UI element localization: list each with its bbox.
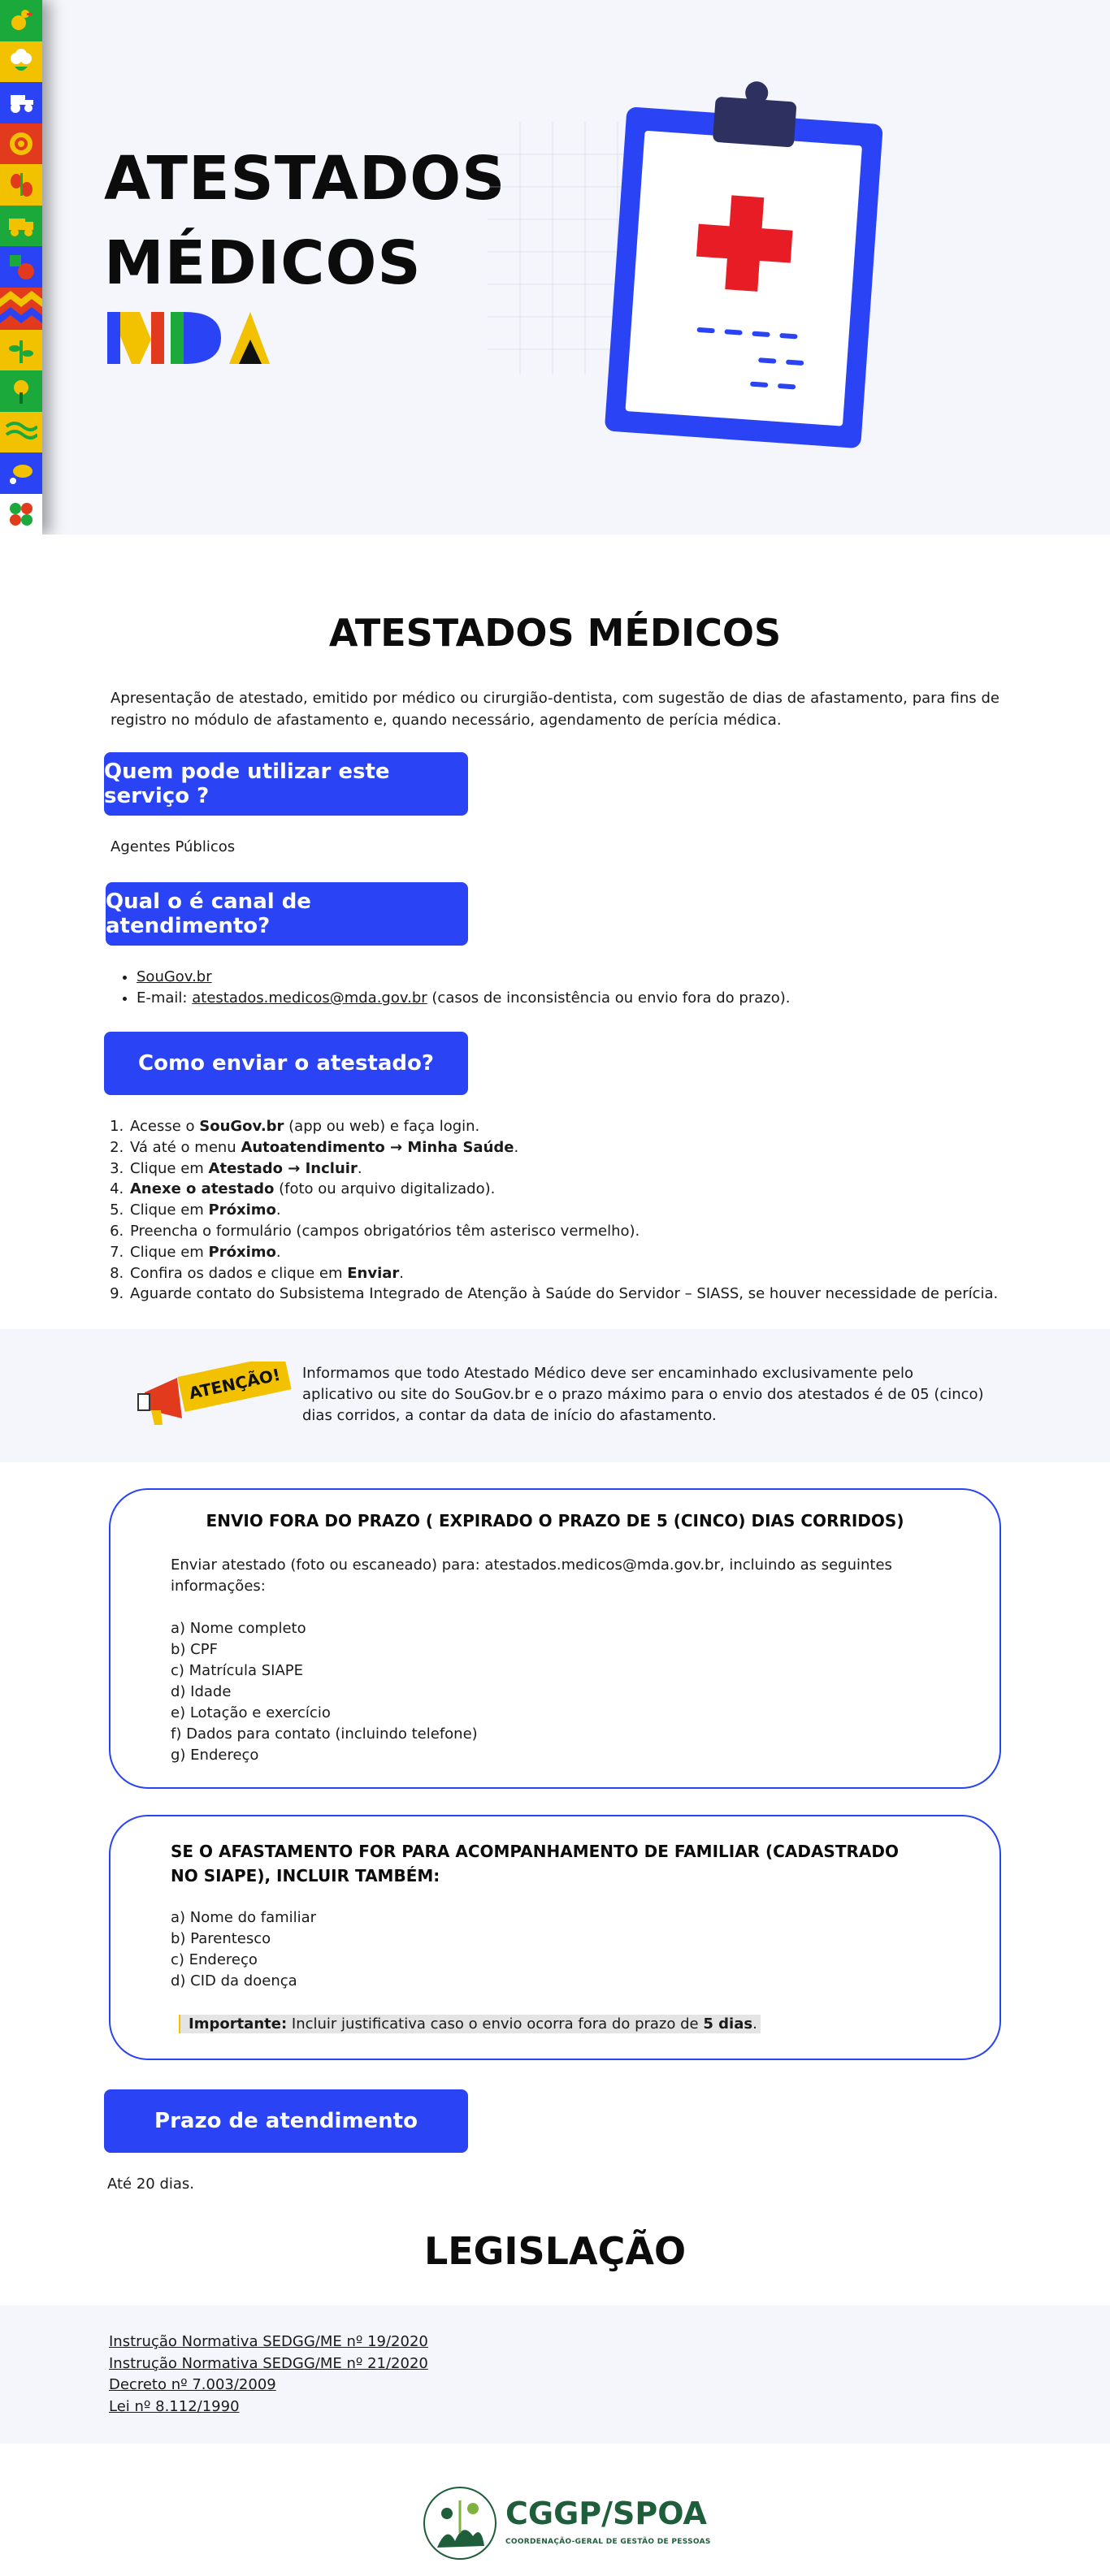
list-item: f) Dados para contato (incluindo telefone) xyxy=(171,1725,478,1743)
late-submission-intro: Enviar atestado (foto ou escaneado) para: atestados.medicos@mda.gov.br, incluindo as seguintes informações: xyxy=(171,1556,892,1595)
list-item: b) Parentesco xyxy=(171,1930,271,1947)
legislation-title: LEGISLAÇÃO xyxy=(423,2229,687,2273)
clover-icon xyxy=(0,494,42,535)
family-care-title: SE O AFASTAMENTO FOR PARA ACOMPANHAMENTO DE FAMILIAR (CADASTRADO NO SIAPE), INCLUIR TAMBÉM: xyxy=(171,1842,899,1885)
clipboard-medical-icon xyxy=(593,75,902,465)
tractor-icon xyxy=(0,82,42,123)
email-prefix: E-mail: xyxy=(137,989,193,1007)
list-item: 7. Clique em Próximo. xyxy=(128,1242,998,1263)
cotton-icon xyxy=(0,41,42,83)
who-can-use-button[interactable]: Quem pode utilizar este serviço ? xyxy=(104,752,468,816)
decorative-side-strip xyxy=(0,0,42,535)
svg-text:ATENÇÃO!: ATENÇÃO! xyxy=(187,1364,283,1404)
plant-icon xyxy=(0,330,42,371)
legislation-link[interactable]: Instrução Normativa SEDGG/ME nº 19/2020 xyxy=(109,2333,428,2350)
late-submission-box xyxy=(109,1488,1001,1789)
list-item: e) Lotação e exercício xyxy=(171,1704,331,1721)
service-channel-button[interactable]: Qual o é canal de atendimento? xyxy=(106,882,468,946)
list-item: d) Idade xyxy=(171,1683,232,1700)
megaphone-icon xyxy=(133,1362,296,1428)
list-item: g) Endereço xyxy=(171,1747,259,1764)
fruit-icon xyxy=(0,246,42,288)
legislation-link[interactable]: Decreto nº 7.003/2009 xyxy=(109,2376,276,2393)
leaf-icon xyxy=(0,164,42,206)
legislation-link[interactable]: Lei nº 8.112/1990 xyxy=(109,2397,240,2415)
list-item: 6. Preencha o formulário (campos obrigatórios têm asterisco vermelho). xyxy=(128,1221,998,1242)
list-item: d) CID da doença xyxy=(171,1972,297,1989)
list-item: 2. Vá até o menu Autoatendimento → Minha Saúde. xyxy=(128,1137,998,1158)
warning-text: Informamos que todo Atestado Médico deve ser encaminhado exclusivamente pelo aplicativo ou site do SouGov.br e o prazo máximo para o envio dos atestados é de 05 (cinco) dias corridos, a contar da data de início do afastamento. xyxy=(302,1365,984,1424)
list-item: c) Matrícula SIAPE xyxy=(171,1662,303,1679)
service-description: Apresentação de atestado, emitido por médico ou cirurgião-dentista, com sugestão de dias de afastamento, para fins de registro no módulo de afastamento e, quando necessário, agendamento de perícia médica. xyxy=(111,690,999,729)
legislation-links xyxy=(109,2331,428,2418)
list-item xyxy=(137,967,790,988)
important-note: Importante: Incluir justificativa caso o envio ocorra fora do prazo de 5 dias. xyxy=(179,2015,761,2033)
list-item: 4. Anexe o atestado (foto ou arquivo digitalizado). xyxy=(128,1179,998,1200)
family-care-items xyxy=(171,1907,316,1992)
deadline-button[interactable]: Prazo de atendimento xyxy=(104,2089,468,2153)
hero-title-line1: ATESTADOS xyxy=(104,144,506,214)
list-item: 9. Aguarde contato do Subsistema Integrado de Atenção à Saúde do Servidor – SIASS, se houver necessidade de perícia. xyxy=(128,1284,998,1305)
zigzag-icon xyxy=(0,288,42,330)
legislation-link[interactable]: Instrução Normativa SEDGG/ME nº 21/2020 xyxy=(109,2354,428,2372)
list-item: 1. Acesse o SouGov.br (app ou web) e faça login. xyxy=(128,1116,998,1137)
flower-icon xyxy=(0,370,42,412)
steps-list xyxy=(128,1116,998,1305)
hero-title-line2: MÉDICOS xyxy=(104,228,422,298)
footer-brand: CGGP/SPOA xyxy=(505,2496,707,2531)
list-item: b) CPF xyxy=(171,1641,218,1658)
channel-list xyxy=(137,967,790,1009)
list-item: c) Endereço xyxy=(171,1951,258,1968)
list-item: 8. Confira os dados e clique em Enviar. xyxy=(128,1263,998,1284)
bird-icon xyxy=(0,0,42,41)
how-to-send-button[interactable]: Como enviar o atestado? xyxy=(104,1032,468,1095)
sun-icon xyxy=(0,123,42,165)
who-can-use-answer: Agentes Públicos xyxy=(111,838,236,855)
email-link[interactable]: atestados.medicos@mda.gov.br xyxy=(192,989,427,1007)
truck-icon xyxy=(0,206,42,247)
list-item: a) Nome do familiar xyxy=(171,1909,317,1926)
late-submission-items xyxy=(171,1618,478,1766)
wave-icon xyxy=(0,412,42,453)
email-suffix: (casos de inconsistência ou envio fora do prazo). xyxy=(427,989,791,1007)
list-item: 5. Clique em Próximo. xyxy=(128,1200,998,1221)
footer-subtitle: COORDENAÇÃO-GERAL DE GESTÃO DE PESSOAS xyxy=(505,2538,711,2546)
hero-title xyxy=(104,136,505,305)
list-item: 3. Clique em Atestado → Incluir. xyxy=(128,1158,998,1180)
list-item: a) Nome completo xyxy=(171,1620,306,1637)
seed-icon xyxy=(0,452,42,494)
deadline-answer: Até 20 dias. xyxy=(107,2176,195,2193)
list-item xyxy=(137,988,790,1009)
page-title: ATESTADOS MÉDICOS xyxy=(328,611,782,655)
sougov-link[interactable]: SouGov.br xyxy=(137,968,212,985)
hero-banner xyxy=(0,0,1110,535)
family-care-box xyxy=(109,1815,1001,2060)
mda-logo xyxy=(107,307,280,369)
late-submission-title: ENVIO FORA DO PRAZO ( EXPIRADO O PRAZO DE 5 (CINCO) DIAS CORRIDOS) xyxy=(206,1511,904,1530)
